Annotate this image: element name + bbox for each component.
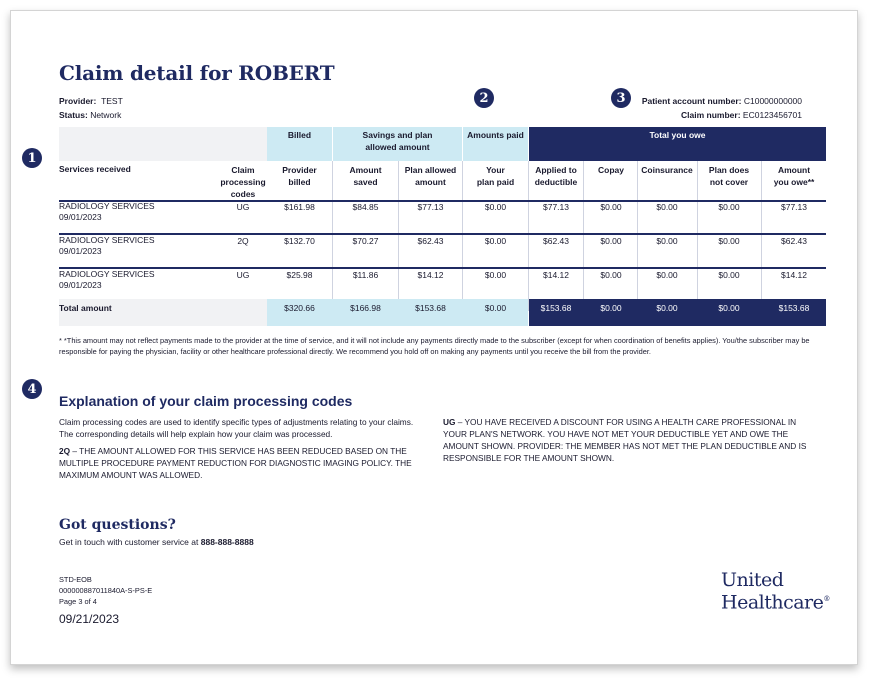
total-allowed: $153.68 — [415, 303, 446, 313]
processing-code: 2Q — [237, 236, 249, 246]
copay: $0.00 — [600, 202, 622, 212]
plan-paid: $0.00 — [484, 236, 507, 246]
coinsurance: $0.00 — [656, 270, 678, 280]
col-header-provider-billed: Provider billed — [282, 165, 317, 187]
col-header-amount-saved: Amount saved — [349, 165, 382, 187]
col-header-services: Services received — [59, 164, 131, 174]
explanation-heading: Explanation of your claim processing codes — [59, 393, 353, 409]
group-header-amounts-paid: Amounts paid — [467, 130, 524, 140]
plan-paid: $0.00 — [484, 270, 507, 280]
total-paid: $0.00 — [484, 303, 507, 313]
plan-allowed: $77.13 — [417, 202, 444, 212]
plan-paid: $0.00 — [484, 202, 507, 212]
account-info — [642, 94, 802, 122]
code-2q-explanation: 2Q – THE AMOUNT ALLOWED FOR THIS SERVICE HAS BEEN REDUCED BASED ON THE MULTIPLE PROCEDURE PAYMENT REDUCTION FOR DIAGNOSTIC IMAGING POLICY. THE MAXIMUM AMOUNT WAS ALLOWED. — [59, 446, 412, 480]
applied-deductible: $62.43 — [543, 236, 569, 246]
total-copay: $0.00 — [600, 303, 622, 313]
step-badge-3: 3 — [611, 88, 631, 108]
amount-owed: $77.13 — [781, 202, 807, 212]
step-badge-1: 1 — [22, 148, 42, 168]
provider-value: TEST — [101, 96, 123, 106]
col-header-not-cover: Plan does not cover — [708, 165, 750, 187]
processing-code: UG — [236, 270, 250, 280]
explanation-intro: Claim processing codes are used to identify specific types of adjustments relating to your claims. The corresponding details will help explain how your claim was processed. — [59, 417, 414, 439]
copay: $0.00 — [600, 236, 622, 246]
service-name: RADIOLOGY SERVICES 09/01/2023 — [59, 235, 155, 256]
coinsurance: $0.00 — [656, 202, 678, 212]
applied-deductible: $14.12 — [543, 270, 569, 280]
status-label: Status: — [59, 110, 88, 120]
total-label: Total amount — [59, 303, 112, 313]
phone-number[interactable]: 888-888-8888 — [200, 537, 254, 547]
group-header-savings-line1: Savings and plan — [362, 130, 433, 140]
total-not-covered: $0.00 — [718, 303, 740, 313]
plan-allowed: $62.43 — [417, 236, 444, 246]
col-header-deductible: Applied to deductible — [534, 165, 578, 187]
status-value: Network — [90, 110, 122, 120]
provider-label: Provider: — [59, 96, 97, 106]
group-header-total-you-owe: Total you owe — [649, 130, 706, 140]
contact-text: Get in touch with customer service at 888-888-8888 — [59, 537, 254, 547]
not-covered: $0.00 — [718, 270, 740, 280]
col-header-coinsurance: Coinsurance — [641, 165, 693, 175]
questions-heading: Got questions? — [59, 517, 176, 533]
group-header-savings-line2: allowed amount — [365, 142, 430, 152]
doc-number: 000000887011840A-S-PS-E — [59, 586, 153, 595]
provider-billed: $161.98 — [284, 202, 315, 212]
col-header-you-owe: Amount you owe** — [773, 165, 815, 187]
patient-account-value: C10000000000 — [743, 96, 802, 106]
step-badge-2: 2 — [474, 88, 494, 108]
code-ug-explanation: UG – YOU HAVE RECEIVED A DISCOUNT FOR USING A HEALTH CARE PROFESSIONAL IN YOUR PLAN'S NETWORK. YOU HAVE NOT MET YOUR DEDUCTIBLE YET AND OWE THE AMOUNT SHOWN. PROVIDER: THE MEMBER HAS NOT MET THE PLAN DEDUCTIBLE AND IS RESPONSIBLE FOR THE AMOUNT SHOWN. — [443, 417, 807, 463]
patient-account-label: Patient account number: — [641, 96, 742, 106]
document-date: 09/21/2023 — [59, 612, 120, 626]
page-title: Claim detail for ROBERT — [59, 61, 335, 85]
coinsurance: $0.00 — [656, 236, 678, 246]
total-billed: $320.66 — [284, 303, 315, 313]
provider-info — [59, 94, 123, 122]
total-deductible: $153.68 — [540, 303, 572, 313]
group-header-billed: Billed — [287, 130, 312, 140]
provider-billed: $25.98 — [286, 270, 313, 280]
plan-allowed: $14.12 — [417, 270, 444, 280]
processing-code: UG — [236, 202, 250, 212]
claim-number-label: Claim number: — [681, 110, 741, 120]
doc-code: STD-EOB — [59, 575, 92, 584]
unitedhealthcare-logo: United Healthcare® — [721, 569, 830, 614]
page-number: Page 3 of 4 — [59, 597, 97, 606]
provider-billed: $132.70 — [284, 236, 315, 246]
amount-saved: $70.27 — [352, 236, 379, 246]
col-header-plan-allowed: Plan allowed amount — [404, 165, 457, 187]
total-owed: $153.68 — [778, 303, 810, 313]
col-header-codes: Claim processing codes — [220, 165, 266, 199]
amount-owed: $62.43 — [781, 236, 807, 246]
total-saved: $166.98 — [350, 303, 381, 313]
copay: $0.00 — [600, 270, 622, 280]
not-covered: $0.00 — [718, 202, 740, 212]
total-coinsurance: $0.00 — [656, 303, 678, 313]
document-info — [59, 574, 152, 607]
footnote: * *This amount may not reflect payments made to the provider at the time of service, and it will not include any payments directly made to the subscriber (except for when coordination of benefits applies). You/the subscriber may be responsible for paying the physician, facility or other healthcare professional directly. We recommend you hold off on making any payments until you receive the bill from the provider. — [59, 336, 810, 356]
not-covered: $0.00 — [718, 236, 740, 246]
service-name: RADIOLOGY SERVICES 09/01/2023 — [59, 269, 155, 290]
document-page — [10, 10, 858, 665]
col-header-plan-paid: Your plan paid — [476, 165, 515, 187]
step-badge-4: 4 — [22, 379, 42, 399]
claim-number-value: EC0123456701 — [742, 110, 802, 120]
col-divider — [583, 161, 584, 311]
col-header-copay: Copay — [598, 165, 624, 175]
applied-deductible: $77.13 — [543, 202, 569, 212]
amount-saved: $84.85 — [352, 202, 379, 212]
service-name: RADIOLOGY SERVICES 09/01/2023 — [59, 201, 155, 222]
header-band-blank — [59, 127, 267, 161]
amount-owed: $14.12 — [781, 270, 807, 280]
amount-saved: $11.86 — [352, 270, 379, 280]
